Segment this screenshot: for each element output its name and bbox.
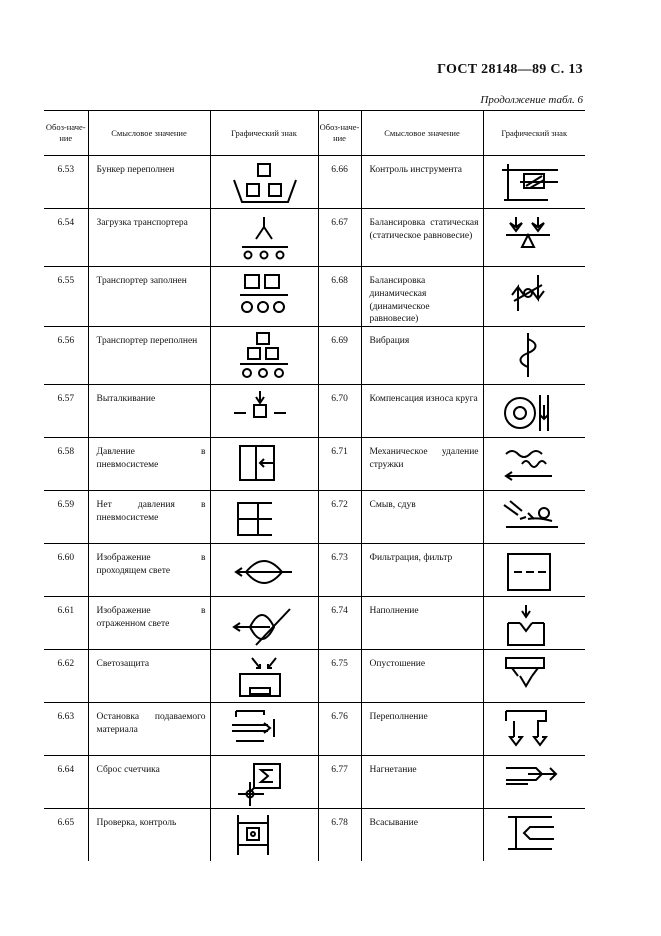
col-header-code: Обоз-наче-ние	[44, 111, 88, 156]
symbol-graphic	[483, 703, 585, 756]
symbol-graphic	[483, 156, 585, 209]
tool-control-icon	[498, 160, 570, 208]
dynamic-balancing-icon	[498, 271, 570, 319]
ejection-icon	[228, 389, 300, 437]
symbol-meaning: Фильтрация, фильтр	[361, 544, 483, 597]
symbol-meaning: Загрузка транспортера	[88, 209, 210, 267]
col-header-sign: Графический знак	[483, 111, 585, 156]
symbol-graphic	[483, 438, 585, 491]
symbol-meaning: Балансировка динамическая (динамическое равновесие)	[361, 267, 483, 327]
symbol-graphic	[210, 209, 318, 267]
col-header-sign: Графический знак	[210, 111, 318, 156]
symbol-graphic	[483, 385, 585, 438]
symbol-meaning: Изображение в отраженном свете	[88, 597, 210, 650]
symbol-code: 6.55	[44, 267, 88, 327]
emptying-icon	[498, 654, 570, 702]
table-row	[44, 544, 585, 597]
symbol-meaning: Бункер переполнен	[88, 156, 210, 209]
symbol-graphic	[210, 491, 318, 544]
hopper-full-icon	[228, 160, 300, 208]
symbol-graphic	[210, 327, 318, 385]
symbol-meaning: Транспортер переполнен	[88, 327, 210, 385]
symbol-code: 6.66	[318, 156, 361, 209]
symbol-code: 6.67	[318, 209, 361, 267]
symbol-meaning: Проверка, контроль	[88, 809, 210, 862]
table-row	[44, 209, 585, 267]
conveyor-overfull-icon	[228, 331, 300, 379]
symbol-graphic	[210, 650, 318, 703]
symbol-code: 6.73	[318, 544, 361, 597]
table-row	[44, 491, 585, 544]
table-row	[44, 438, 585, 491]
table-row	[44, 650, 585, 703]
conveyor-loading-icon	[228, 213, 300, 261]
pneumatic-pressure-icon	[228, 442, 300, 490]
symbol-graphic	[483, 756, 585, 809]
symbol-code: 6.57	[44, 385, 88, 438]
symbol-code: 6.77	[318, 756, 361, 809]
symbol-meaning: Светозащита	[88, 650, 210, 703]
col-header-meaning: Смысловое значение	[88, 111, 210, 156]
symbol-meaning: Опустошение	[361, 650, 483, 703]
symbol-code: 6.54	[44, 209, 88, 267]
symbol-graphic	[210, 809, 318, 862]
light-protection-icon	[228, 654, 300, 702]
table-row	[44, 756, 585, 809]
symbol-code: 6.53	[44, 156, 88, 209]
flush-blow-icon	[498, 495, 570, 543]
suction-icon	[498, 813, 570, 861]
symbol-graphic	[210, 156, 318, 209]
symbol-code: 6.65	[44, 809, 88, 862]
symbol-meaning: Нет давления в пневмосистеме	[88, 491, 210, 544]
symbol-code: 6.56	[44, 327, 88, 385]
symbol-graphic	[210, 267, 318, 327]
table-row	[44, 327, 585, 385]
symbol-graphic	[210, 385, 318, 438]
reflected-light-icon	[228, 601, 300, 649]
filter-icon	[498, 548, 570, 596]
symbol-graphic	[210, 703, 318, 756]
symbol-graphic	[483, 327, 585, 385]
symbol-meaning: Наполнение	[361, 597, 483, 650]
pressurization-icon	[498, 760, 570, 808]
symbol-code: 6.64	[44, 756, 88, 809]
symbol-graphic	[483, 209, 585, 267]
table-row	[44, 385, 585, 438]
symbol-meaning: Давление в пневмосистеме	[88, 438, 210, 491]
symbol-code: 6.72	[318, 491, 361, 544]
symbol-graphic	[483, 650, 585, 703]
symbol-meaning: Переполнение	[361, 703, 483, 756]
conveyor-full-icon	[228, 271, 300, 319]
symbol-meaning: Смыв, сдув	[361, 491, 483, 544]
symbol-code: 6.75	[318, 650, 361, 703]
table-row	[44, 809, 585, 862]
symbol-graphic	[483, 544, 585, 597]
symbol-meaning: Сброс счетчика	[88, 756, 210, 809]
symbol-graphic	[483, 809, 585, 862]
table-continuation-note: Продолжение табл. 6	[480, 94, 583, 106]
symbol-code: 6.78	[318, 809, 361, 862]
material-feed-stop-icon	[228, 707, 300, 755]
counter-reset-icon	[228, 760, 300, 808]
symbol-code: 6.70	[318, 385, 361, 438]
symbols-table	[44, 110, 585, 861]
table-row	[44, 267, 585, 327]
symbol-code: 6.71	[318, 438, 361, 491]
symbol-graphic	[483, 491, 585, 544]
symbol-graphic	[483, 597, 585, 650]
chip-removal-icon	[498, 442, 570, 490]
symbol-meaning: Изображение в проходящем свете	[88, 544, 210, 597]
symbol-code: 6.58	[44, 438, 88, 491]
symbol-meaning: Контроль инструмента	[361, 156, 483, 209]
symbol-code: 6.63	[44, 703, 88, 756]
symbol-code: 6.68	[318, 267, 361, 327]
page-header: ГОСТ 28148—89 С. 13	[437, 62, 583, 77]
symbol-code: 6.76	[318, 703, 361, 756]
symbol-graphic	[483, 267, 585, 327]
symbol-code: 6.74	[318, 597, 361, 650]
symbol-meaning: Нагнетание	[361, 756, 483, 809]
symbol-graphic	[210, 597, 318, 650]
symbol-meaning: Всасывание	[361, 809, 483, 862]
table-header-row	[44, 111, 585, 156]
static-balancing-icon	[498, 213, 570, 261]
wheel-wear-compensation-icon	[498, 389, 570, 437]
symbol-meaning: Компенсация износа круга	[361, 385, 483, 438]
table-row	[44, 156, 585, 209]
table-row	[44, 597, 585, 650]
symbol-meaning: Механическое удаление стружки	[361, 438, 483, 491]
no-pneumatic-pressure-icon	[228, 495, 300, 543]
symbol-graphic	[210, 438, 318, 491]
symbol-meaning: Выталкивание	[88, 385, 210, 438]
symbol-meaning: Транспортер заполнен	[88, 267, 210, 327]
symbol-meaning: Вибрация	[361, 327, 483, 385]
col-header-meaning: Смысловое значение	[361, 111, 483, 156]
table-row	[44, 703, 585, 756]
symbol-meaning: Остановка подаваемого материала	[88, 703, 210, 756]
filling-icon	[498, 601, 570, 649]
transmitted-light-icon	[228, 548, 300, 596]
vibration-icon	[498, 331, 570, 379]
symbol-code: 6.61	[44, 597, 88, 650]
overflow-icon	[498, 707, 570, 755]
symbol-code: 6.62	[44, 650, 88, 703]
symbol-graphic	[210, 756, 318, 809]
symbol-code: 6.60	[44, 544, 88, 597]
symbol-code: 6.69	[318, 327, 361, 385]
symbol-meaning: Балансировка статическая (статическое равновесие)	[361, 209, 483, 267]
inspection-icon	[228, 813, 300, 861]
col-header-code: Обоз-наче-ние	[318, 111, 361, 156]
symbol-code: 6.59	[44, 491, 88, 544]
symbol-graphic	[210, 544, 318, 597]
